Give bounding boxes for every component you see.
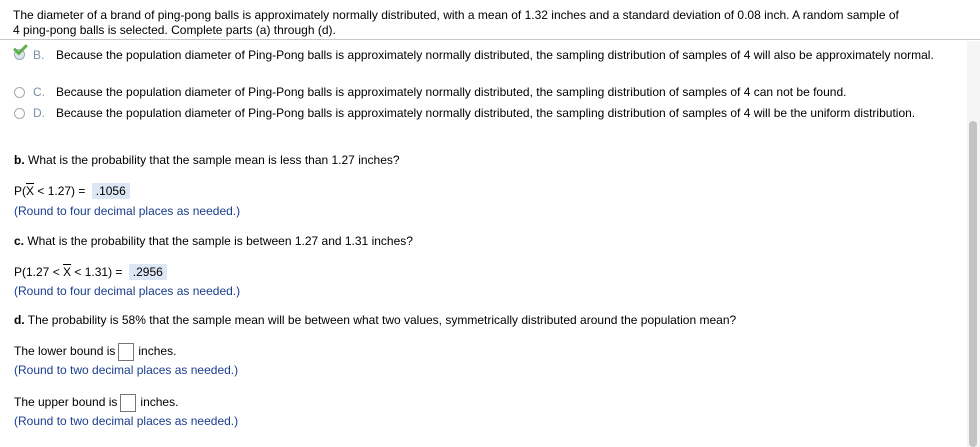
upper-bound-label: The upper bound is <box>14 395 118 410</box>
lower-bound-hint: (Round to two decimal places as needed.) <box>14 363 239 377</box>
part-c-question <box>14 234 413 248</box>
lower-bound-input[interactable] <box>118 343 134 361</box>
part-b-question <box>14 153 400 167</box>
part-c-text: What is the probability that the sample is between 1.27 and 1.31 inches? <box>27 234 413 248</box>
option-c[interactable] <box>14 85 946 101</box>
option-b[interactable] <box>14 48 946 80</box>
problem-statement <box>0 0 980 40</box>
problem-line-2: 4 ping-pong balls is selected. Complete parts (a) through (d). <box>13 23 336 37</box>
part-b-hint: (Round to four decimal places as needed.) <box>14 204 241 218</box>
vertical-scrollbar[interactable] <box>967 41 980 447</box>
option-d-text: Because the population diameter of Ping-Pong balls is approximately normally distributed, the sampling distribution of samples of 4 will be the uniform distribution. <box>56 106 916 120</box>
scrollbar-thumb[interactable] <box>969 121 977 447</box>
upper-bound-input[interactable] <box>120 394 136 412</box>
part-c-hint: (Round to four decimal places as needed.) <box>14 284 241 298</box>
part-d-question <box>14 313 736 327</box>
part-c-answer[interactable]: .2956 <box>129 264 167 280</box>
option-d-letter: D. <box>33 106 45 120</box>
option-b-text: Because the population diameter of Ping-Pong balls is approximately normally distributed, the sampling distribution of samples of 4 will also be approximately normal. <box>56 48 934 62</box>
option-b-radio[interactable] <box>14 49 25 60</box>
upper-bound-unit: inches. <box>140 395 179 410</box>
option-d[interactable] <box>14 106 946 138</box>
option-c-text: Because the population diameter of Ping-Pong balls is approximately normally distributed, the sampling distribution of samples of 4 can not be found. <box>56 85 847 99</box>
check-icon <box>13 41 28 55</box>
part-b-answer[interactable]: .1056 <box>92 183 130 199</box>
part-c-expr-prefix: P(1.27 < <box>14 265 64 279</box>
upper-bound-hint: (Round to two decimal places as needed.) <box>14 414 239 428</box>
lower-bound-label: The lower bound is <box>14 344 116 359</box>
option-d-radio[interactable] <box>14 108 25 119</box>
part-b-label: b. <box>14 153 25 167</box>
part-c-xbar: $\overline{X}$ <box>63 265 72 279</box>
part-c-label: c. <box>14 234 25 248</box>
part-b-answer-line <box>14 183 130 199</box>
part-b-expr-prefix: P( <box>14 184 26 198</box>
option-b-letter: B. <box>33 48 45 62</box>
part-b-expr-suffix: < 1.27) = <box>34 184 86 198</box>
problem-line-1: The diameter of a brand of ping-pong balls is approximately normally distributed, with a mean of 1.32 inches and a standard deviation of 0.08 inch. A random sample of <box>13 8 899 22</box>
lower-bound-line <box>14 343 176 361</box>
option-c-letter: C. <box>33 85 45 99</box>
lower-bound-unit: inches. <box>138 344 177 359</box>
option-c-radio[interactable] <box>14 87 25 98</box>
part-b-xbar: $\overline{X}$ <box>26 184 35 198</box>
part-d-label: d. <box>14 313 25 327</box>
part-c-expr-suffix: < 1.31) = <box>71 265 123 279</box>
question-scroll-area <box>0 41 966 447</box>
upper-bound-line <box>14 394 178 412</box>
part-d-text: The probability is 58% that the sample mean will be between what two values, symmetrically distributed around the population mean? <box>27 313 737 327</box>
part-b-text: What is the probability that the sample mean is less than 1.27 inches? <box>28 153 400 167</box>
part-c-answer-line <box>14 264 167 280</box>
